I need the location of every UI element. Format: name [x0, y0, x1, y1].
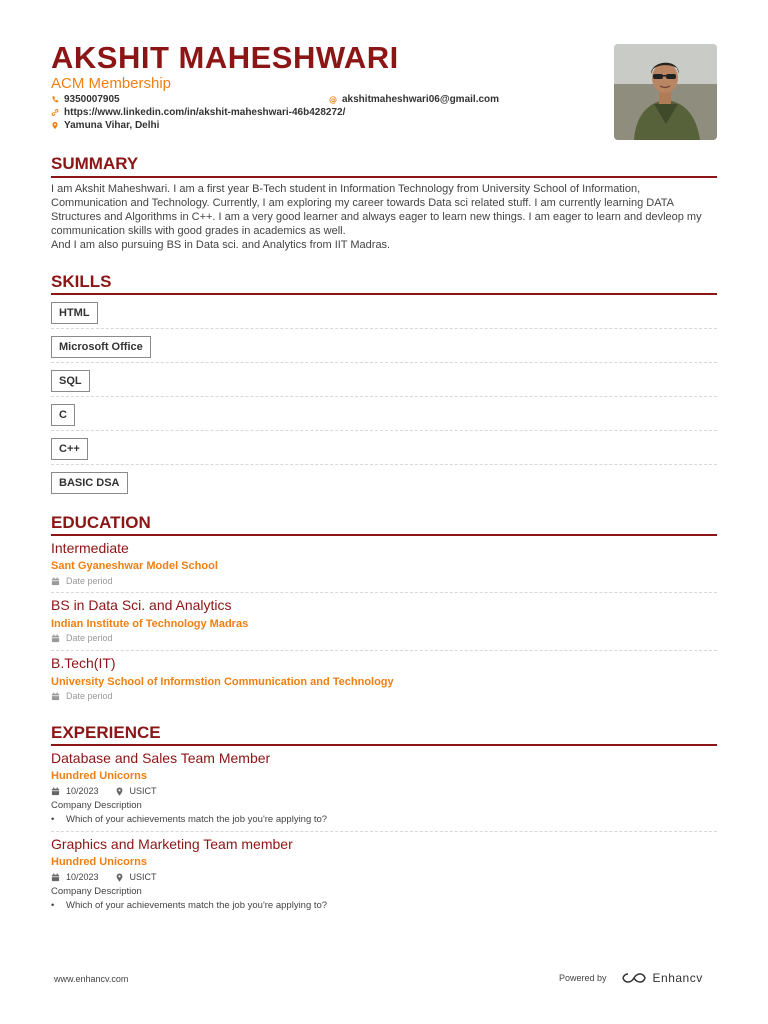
- education-heading: EDUCATION: [51, 513, 151, 532]
- candidate-name: AKSHIT MAHESHWARI: [51, 40, 399, 75]
- bullet-text: Which of your achievements match the job you're applying to?: [66, 900, 328, 911]
- experience-company: Hundred Unicorns: [51, 770, 147, 782]
- powered-by-label: Powered by: [559, 973, 607, 983]
- achievement-bullet: [51, 814, 327, 825]
- contact-phone: [51, 94, 120, 105]
- skill-tag: HTML: [51, 302, 98, 324]
- contact-linkedin[interactable]: [51, 107, 345, 118]
- education-date: [51, 576, 113, 586]
- divider: [51, 831, 717, 832]
- divider: [51, 430, 717, 431]
- skill-row: [51, 296, 717, 329]
- skill-tag: BASIC DSA: [51, 472, 128, 494]
- education-date: [51, 633, 113, 643]
- date-text: Date period: [66, 633, 113, 643]
- experience-meta: [51, 786, 157, 796]
- divider: [51, 328, 717, 329]
- date-text: 10/2023: [66, 872, 99, 882]
- divider: [51, 650, 717, 651]
- experience-role: Graphics and Marketing Team member: [51, 836, 293, 852]
- education-school: Indian Institute of Technology Madras: [51, 618, 249, 630]
- experience-company: Hundred Unicorns: [51, 856, 147, 868]
- summary-text: [51, 182, 717, 252]
- bullet-text: Which of your achievements match the job you're applying to?: [66, 814, 328, 825]
- skill-row: [51, 466, 717, 499]
- education-degree: BS in Data Sci. and Analytics: [51, 597, 232, 613]
- summary-heading: SUMMARY: [51, 154, 139, 173]
- experience-meta: [51, 872, 157, 882]
- calendar-icon: [51, 692, 60, 701]
- svg-text:@: @: [329, 95, 337, 104]
- footer-website[interactable]: www.enhancv.com: [54, 974, 129, 984]
- profile-photo: [614, 44, 717, 140]
- candidate-role: ACM Membership: [51, 75, 172, 92]
- contact-email[interactable]: [329, 94, 499, 105]
- calendar-icon: [51, 577, 60, 586]
- date-text: 10/2023: [66, 786, 99, 796]
- location-pin-icon: [115, 787, 124, 796]
- divider: [51, 464, 717, 465]
- skills-heading: SKILLS: [51, 272, 112, 291]
- skill-tag: C: [51, 404, 75, 426]
- skill-tag: Microsoft Office: [51, 336, 151, 358]
- phone-icon: [51, 95, 59, 104]
- calendar-icon: [51, 873, 60, 882]
- location-pin-icon: [115, 873, 124, 882]
- education-school: University School of Informstion Communication and Technology: [51, 676, 394, 688]
- location-pin-icon: [51, 121, 59, 130]
- phone-text: 9350007905: [64, 94, 120, 105]
- education-school: Sant Gyaneshwar Model School: [51, 560, 218, 572]
- footer-branding: [559, 971, 703, 985]
- skill-row: [51, 364, 717, 397]
- calendar-icon: [51, 787, 60, 796]
- experience-role: Database and Sales Team Member: [51, 750, 271, 766]
- experience-heading: EXPERIENCE: [51, 723, 161, 742]
- education-degree: Intermediate: [51, 540, 129, 556]
- experience-rule: [51, 744, 717, 746]
- skills-rule: [51, 293, 717, 295]
- email-text: akshitmaheshwari06@gmail.com: [342, 94, 500, 105]
- divider: [51, 362, 717, 363]
- enhancv-brand-text: Enhancv: [652, 971, 703, 985]
- location-text: USICT: [129, 786, 157, 796]
- summary-rule: [51, 176, 717, 178]
- date-text: Date period: [66, 576, 113, 586]
- calendar-icon: [51, 634, 60, 643]
- skill-tag: C++: [51, 438, 88, 460]
- divider: [51, 396, 717, 397]
- company-description: Company Description: [51, 800, 142, 811]
- profile-photo-illustration: [614, 44, 717, 140]
- link-icon: [51, 108, 59, 117]
- at-icon: [329, 95, 337, 104]
- linkedin-text: https://www.linkedin.com/in/akshit-maheshwari-46b428272/: [64, 107, 346, 118]
- location-text: USICT: [129, 872, 157, 882]
- bullet-dot: •: [51, 814, 55, 825]
- skill-row: [51, 432, 717, 465]
- location-text: Yamuna Vihar, Delhi: [64, 120, 160, 131]
- education-degree: B.Tech(IT): [51, 655, 116, 671]
- contact-location: [51, 120, 159, 131]
- achievement-bullet: [51, 900, 327, 911]
- bullet-dot: •: [51, 900, 55, 911]
- education-date: [51, 691, 113, 701]
- divider: [51, 592, 717, 593]
- enhancv-logo-icon: [621, 971, 647, 985]
- summary-paragraph-2: And I am also pursuing BS in Data sci. and Analytics from IIT Madras.: [51, 239, 391, 251]
- skill-row: [51, 398, 717, 431]
- skill-row: [51, 330, 717, 363]
- education-rule: [51, 534, 717, 536]
- summary-paragraph-1: I am Akshit Maheshwari. I am a first year B-Tech student in Information Technology from University School of Information, Communication and Technology. Currently, I am exploring my career towards Data sci related stuff. I am currently learning DATA Structures and Algorithms in C++. I am a very good learner and always eager to learn new things. I am eager to learn and devleop my communication skills with good grades in academics as well.: [51, 183, 702, 237]
- date-text: Date period: [66, 691, 113, 701]
- skill-tag: SQL: [51, 370, 90, 392]
- company-description: Company Description: [51, 886, 142, 897]
